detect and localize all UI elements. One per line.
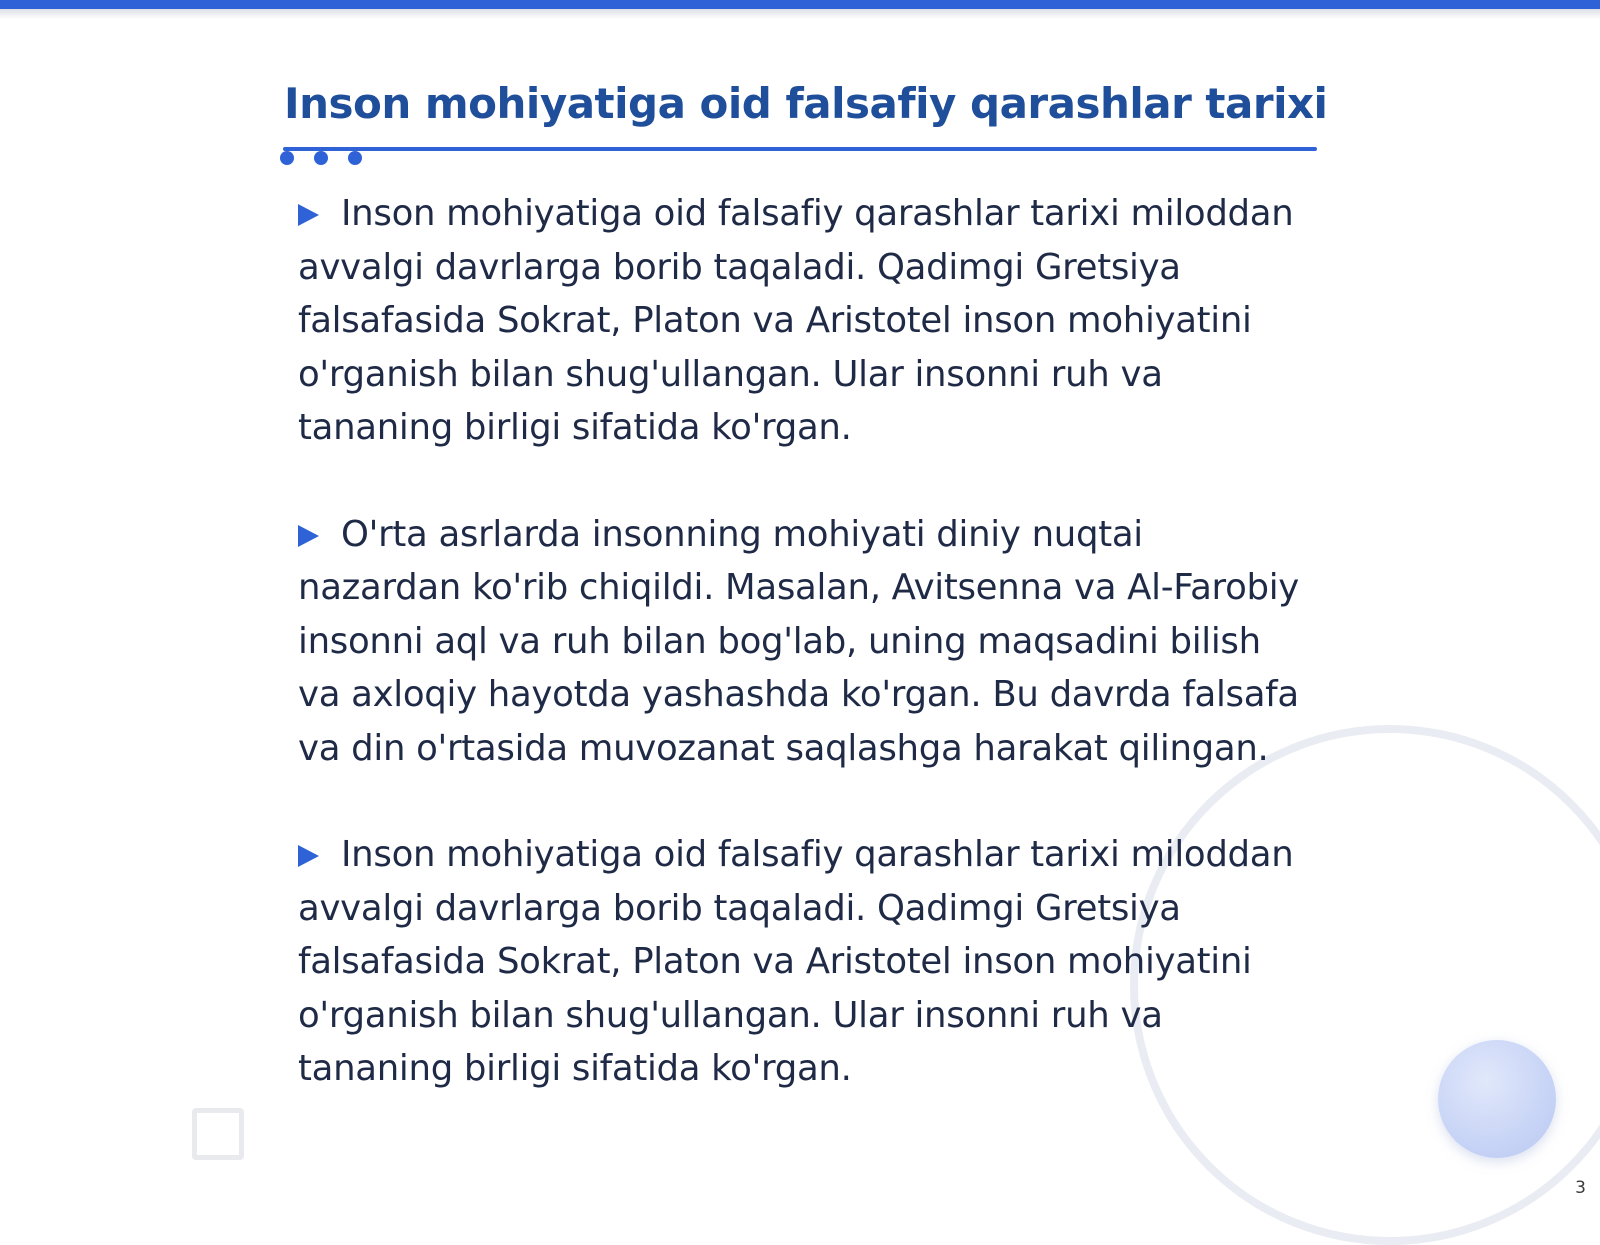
title-dot-icon [280,151,294,165]
triangle-right-icon [298,204,319,226]
slide-title: Inson mohiyatiga oid falsafiy qarashlar tarixi [284,79,1328,128]
top-accent-bar [0,0,1600,9]
top-bar-shadow [0,9,1600,19]
triangle-right-icon [298,525,319,547]
bullet-item [298,828,1308,1096]
bullet-text: Inson mohiyatiga oid falsafiy qarashlar tarixi miloddan avvalgi davrlarga borib taqaladi. Qadimgi Gretsiya falsafasida Sokrat, Platon va Aristotel inson mohiyatini o'rganish bilan shug'ullangan. Ular insonni ruh va tananing birligi sifatida ko'rgan. [298,834,1294,1089]
bullet-item [298,187,1308,455]
decorative-square [192,1108,244,1160]
decorative-bubble [1438,1040,1556,1158]
page-number: 3 [1575,1178,1586,1198]
title-dot-icon [348,151,362,165]
triangle-right-icon [298,845,319,867]
bullet-text: Inson mohiyatiga oid falsafiy qarashlar tarixi miloddan avvalgi davrlarga borib taqaladi. Qadimgi Gretsiya falsafasida Sokrat, Platon va Aristotel inson mohiyatini o'rganish bilan shug'ullangan. Ular insonni ruh va tananing birligi sifatida ko'rgan. [298,193,1294,448]
bullet-list [298,187,1308,1149]
bullet-text: O'rta asrlarda insonning mohiyati diniy nuqtai nazardan ko'rib chiqildi. Masalan, Avitsenna va Al-Farobiy insonni aql va ruh bilan bog'lab, uning maqsadini bilish va axloqiy hayotda yashashda ko'rgan. Bu davrda falsafa va din o'rtasida muvozanat saqlashga harakat qilingan. [298,513,1299,769]
title-underline [283,147,1317,151]
bullet-item [298,508,1308,776]
title-dot-icon [314,151,328,165]
